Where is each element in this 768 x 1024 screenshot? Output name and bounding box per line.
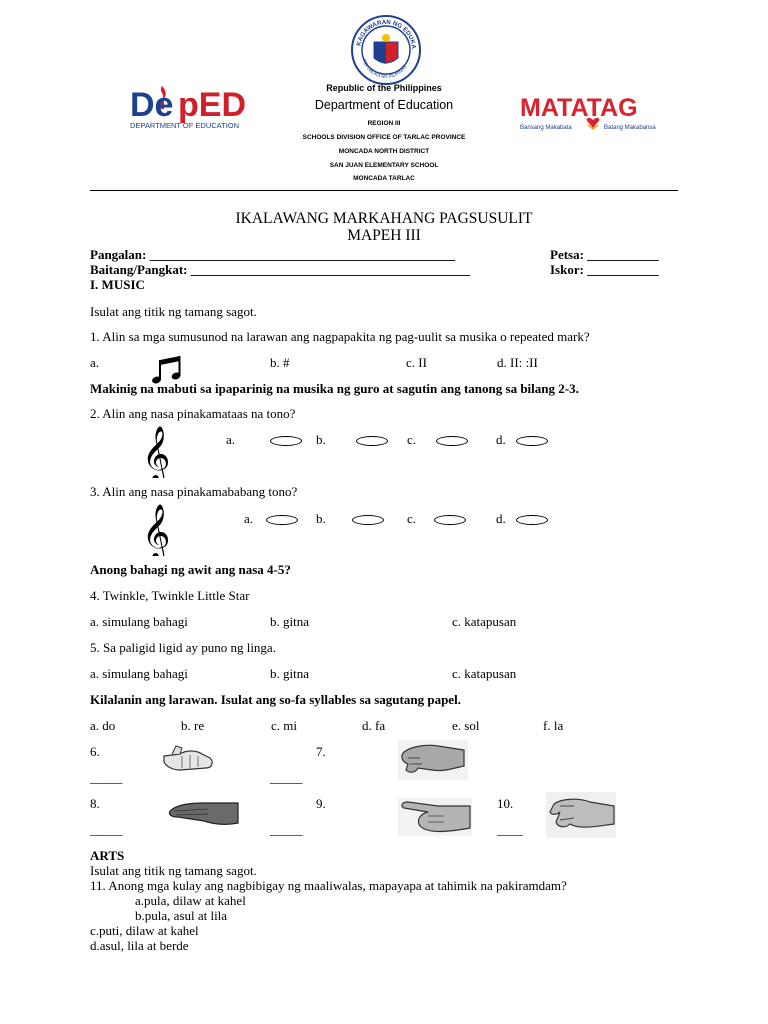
q1-option-a: a.: [90, 355, 100, 370]
hand-sign-point-icon: [398, 798, 472, 836]
q1-option-d: d. II: :II: [497, 355, 538, 370]
q5-option-c: c. katapusan: [452, 666, 517, 681]
exam-title: IKALAWANG MARKAHANG PAGSUSULIT: [235, 210, 533, 227]
q3-option-c: c.: [407, 511, 417, 526]
treble-clef-icon: [138, 502, 186, 556]
song-part-instruction: Anong bahagi ng awit ang nasa 4-5?: [90, 562, 291, 577]
q3-option-a: a.: [244, 511, 254, 526]
svg-text:KAGAWARAN NG EDUKASYON: KAGAWARAN NG EDUKA: [355, 18, 418, 50]
item-10-number: 10.: [497, 796, 514, 811]
svg-text:Batang Makabansa: Batang Makabansa: [604, 125, 656, 131]
deped-seal: [350, 14, 422, 86]
date-field[interactable]: Petsa: ___________: [550, 247, 659, 262]
q2-option-a: a.: [226, 432, 236, 447]
solfa-option: c. mi: [271, 718, 297, 733]
hand-sign-open-icon: [546, 792, 616, 838]
header-republic: Republic of the Philippines: [326, 83, 442, 93]
arts-instruction: Isulat ang titik ng tamang sagot.: [90, 863, 257, 878]
deped-logo: [128, 82, 268, 132]
question-4: 4. Twinkle, Twinkle Little Star: [90, 588, 250, 603]
q1-option-c: c. II: [406, 355, 427, 370]
question-11: 11. Anong mga kulay ang nagbibigay ng maaliwalas, mapayapa at tahimik na pakiramdam?: [90, 878, 567, 893]
item-8-blank[interactable]: _____: [90, 822, 123, 837]
header-district: MONCADA NORTH DISTRICT: [338, 148, 430, 155]
question-1: 1. Alin sa mga sumusunod na larawan ang nagpapakita ng pag-uulit sa musika o repeated mark?: [90, 329, 590, 344]
svg-text:De: De: [130, 86, 174, 124]
q3-note-c: [434, 515, 466, 525]
q3-note-a: [266, 515, 298, 525]
header-region: REGION III: [367, 120, 401, 127]
deped-logo-sub: DEPARTMENT OF EDUCATION: [130, 121, 240, 130]
score-field[interactable]: Iskor: ___________: [550, 262, 659, 277]
matatag-logo: [518, 92, 674, 138]
q11-option-c: c.puti, dilaw at kahel: [90, 923, 199, 938]
music-heading: I. MUSIC: [90, 277, 145, 292]
grade-section-field[interactable]: Baitang/Pangkat: ___________________________________________: [90, 262, 471, 277]
item-9-number: 9.: [316, 796, 326, 811]
q5-option-a: a. simulang bahagi: [90, 666, 188, 681]
q1-option-b: b. #: [270, 355, 290, 370]
q2-note-b: [356, 436, 388, 446]
item-9-blank[interactable]: _____: [270, 822, 303, 837]
header-divider: [90, 190, 678, 191]
q3-note-d: [516, 515, 548, 525]
svg-text:pED: pED: [178, 86, 246, 124]
header-school: SAN JUAN ELEMENTARY SCHOOL: [329, 162, 439, 169]
item-7-blank[interactable]: _____: [270, 770, 303, 785]
q2-note-a: [270, 436, 302, 446]
q11-option-b: b.pula, asul at lila: [135, 908, 228, 923]
q3-option-b: b.: [316, 511, 326, 526]
svg-text:MATATAG: MATATAG: [520, 94, 638, 122]
item-10-blank[interactable]: ____: [497, 822, 523, 837]
q3-note-b: [352, 515, 384, 525]
q2-option-c: c.: [407, 432, 417, 447]
q11-option-d: d.asul, lila at berde: [90, 938, 189, 953]
q5-option-b: b. gitna: [270, 666, 309, 681]
question-2: 2. Alin ang nasa pinakamataas na tono?: [90, 406, 296, 421]
hand-sign-fist-icon: [160, 742, 218, 778]
music-instruction: Isulat ang titik ng tamang sagot.: [90, 304, 257, 319]
q3-option-d: d.: [496, 511, 506, 526]
arts-heading: ARTS: [90, 848, 125, 863]
q2-note-d: [516, 436, 548, 446]
svg-text:𝄞: 𝄞: [142, 426, 171, 478]
solfa-option: e. sol: [452, 718, 480, 733]
svg-text:REPUBLIKA NG PILIPINAS: REPUBLIKA NG PILIPINAS: [361, 58, 408, 80]
question-3: 3. Alin ang nasa pinakamababang tono?: [90, 484, 298, 499]
item-7-number: 7.: [316, 744, 326, 759]
svg-text:𝄞: 𝄞: [142, 504, 171, 556]
header-division: SCHOOLS DIVISION OFFICE OF TARLAC PROVINCE: [302, 134, 466, 141]
solfa-option: d. fa: [362, 718, 386, 733]
item-6-number: 6.: [90, 744, 100, 759]
q4-option-c: c. katapusan: [452, 614, 517, 629]
header-town: MONCADA TARLAC: [353, 175, 415, 182]
q4-option-a: a. simulang bahagi: [90, 614, 188, 629]
q11-option-a: a.pula, dilaw at kahel: [135, 893, 246, 908]
q2-option-b: b.: [316, 432, 326, 447]
name-field[interactable]: Pangalan: _______________________________________________: [90, 247, 456, 262]
solfa-option: b. re: [181, 718, 205, 733]
hand-sign-down-icon: [398, 740, 468, 780]
treble-clef-icon: [138, 424, 186, 478]
question-5: 5. Sa paligid ligid ay puno ng linga.: [90, 640, 276, 655]
svg-text:Bansang Makabata: Bansang Makabata: [520, 125, 572, 131]
exam-subject: MAPEH III: [347, 227, 421, 244]
item-6-blank[interactable]: _____: [90, 770, 123, 785]
solfa-option: f. la: [543, 718, 564, 733]
hand-sign-flat-icon: [168, 799, 240, 829]
q2-option-d: d.: [496, 432, 506, 447]
solfa-option: a. do: [90, 718, 116, 733]
q2-note-c: [436, 436, 468, 446]
listen-instruction: Makinig na mabuti sa ipaparinig na musika ng guro at sagutin ang tanong sa bilang 2-3.: [90, 381, 579, 396]
q4-option-b: b. gitna: [270, 614, 309, 629]
item-8-number: 8.: [90, 796, 100, 811]
header-department: Department of Education: [314, 98, 454, 112]
solfa-instruction: Kilalanin ang larawan. Isulat ang so-fa syllables sa sagutang papel.: [90, 692, 461, 707]
